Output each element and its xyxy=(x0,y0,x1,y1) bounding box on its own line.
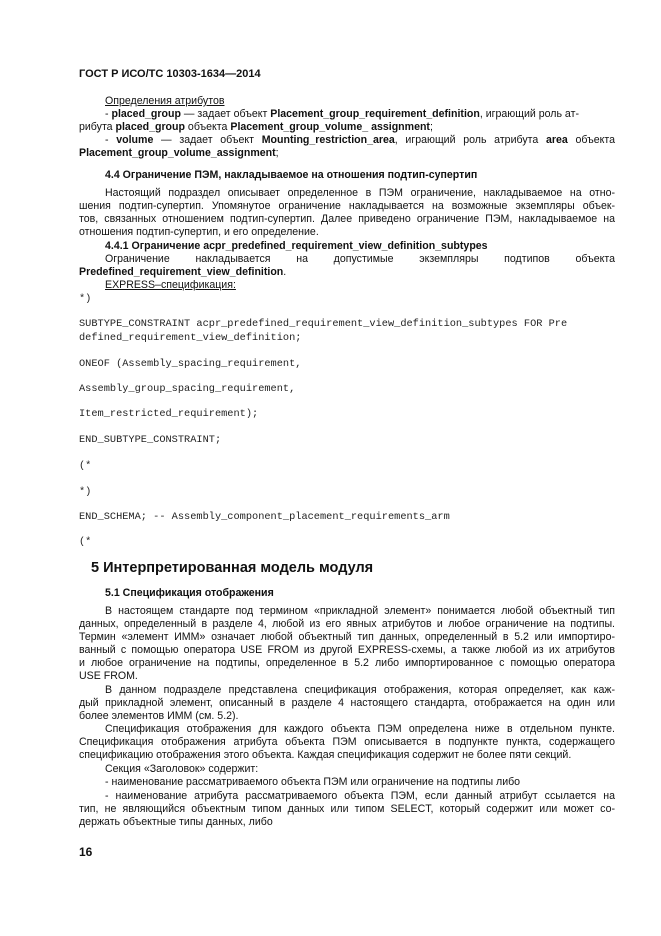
paragraph-line: В настоящем стандарте под термином «прикладной элемент» понимается любой объектный тип xyxy=(105,605,615,617)
list-item: - наименование атрибута рассматриваемого объекта ПЭМ, если данный атрибут ссылается на xyxy=(105,790,615,802)
attr-def-placed-group-line1 xyxy=(105,108,615,121)
attr-name: volume xyxy=(116,134,154,146)
code-line: *) xyxy=(79,486,92,498)
express-spec-label: EXPRESS–спецификация: xyxy=(105,279,236,291)
entity-name: Placement_group_requirement_definition xyxy=(270,108,480,120)
code-line: END_SCHEMA; -- Assembly_component_placement_requirements_arm xyxy=(79,511,450,523)
text-run: - xyxy=(105,108,112,120)
text-run: ; xyxy=(275,147,279,159)
paragraph-line: данных, определенный в разделе 4, любой из его явных атрибутов и любое ограничение на подтипы. xyxy=(79,618,615,630)
code-line: (* xyxy=(79,536,92,548)
paragraph-line: и любое ограничение на подтипы, определенное в 5.2 либо импортированное с помощью оператора xyxy=(79,657,615,669)
paragraph-line: Спецификация отображения атрибута объекта ПЭМ описывается в подпункте пункта, содержащего xyxy=(79,736,615,748)
list-item: - наименование рассматриваемого объекта ПЭМ или ограничение на подтипы либо xyxy=(105,776,521,788)
page-number: 16 xyxy=(79,845,93,859)
paragraph-line: Спецификация отображения для каждого объекта ПЭМ определена ниже в отдельном пункте. xyxy=(105,723,615,735)
section-5-heading: 5 Интерпретированная модель модуля xyxy=(91,560,374,576)
paragraph-line: шения подтип-супертип. Упомянутое ограничение накладывается на возможные экземпляры объек- xyxy=(79,200,615,212)
entity-name: Placement_group_volume_assignment xyxy=(79,147,276,159)
paragraph-line: спецификацию отображения этого объекта. Каждая спецификация содержит не более пяти секций. xyxy=(79,749,572,761)
word: допустимые xyxy=(333,253,394,265)
code-line: defined_requirement_view_definition; xyxy=(79,332,302,344)
text-run: рибута xyxy=(79,121,116,133)
constraint-description-line1 xyxy=(105,253,615,266)
text-run: объекта xyxy=(184,121,231,133)
attr-def-volume-line1 xyxy=(105,134,615,147)
code-line: (* xyxy=(79,460,92,472)
text-run: — задает объект xyxy=(180,108,271,120)
paragraph-line: Настоящий подраздел описывает определенное в ПЭМ ограничение, накладываемое на отно- xyxy=(105,187,615,199)
paragraph-line: более элементов ИММ (см. 5.2). xyxy=(79,710,239,722)
code-line: Item_restricted_requirement); xyxy=(79,408,259,420)
text-run: , играющий роль атрибута xyxy=(394,134,546,146)
paragraph-line: отношения подтип-супертип, и его определение. xyxy=(79,226,319,238)
attr-name: area xyxy=(545,134,568,146)
paragraph-line: Секция «Заголовок» содержит: xyxy=(105,763,259,775)
paragraph-line: ванный с помощью оператора USE FROM из другой EXPRESS-схемы, а также любой из их атрибутов xyxy=(79,644,615,656)
constraint-description-line2 xyxy=(79,266,615,279)
text-run: ; xyxy=(429,121,433,133)
paragraph-line: тип, не являющийся объектным типом данных или типом SELECT, который содержит или может со- xyxy=(79,803,615,815)
section-4-4-1-heading: 4.4.1 Ограничение acpr_predefined_requirement_view_definition_subtypes xyxy=(105,240,488,252)
entity-name: Predefined_requirement_view_definition xyxy=(79,266,284,278)
text-run: объекта xyxy=(567,134,615,146)
word: на xyxy=(296,253,308,265)
word: накладывается xyxy=(195,253,271,265)
attr-name: placed_group xyxy=(111,108,181,120)
entity-name: Mounting_restriction_area xyxy=(261,134,395,146)
word: подтипов xyxy=(504,253,550,265)
code-line: END_SUBTYPE_CONSTRAINT; xyxy=(79,434,222,446)
paragraph-line: В данном подразделе представлена спецификация отображения, которая определяет, как каж- xyxy=(105,684,615,696)
code-line: *) xyxy=(79,293,92,305)
attr-defs-title: Определения атрибутов xyxy=(105,95,225,107)
entity-name: Placement_group_volume_ assignment xyxy=(230,121,430,133)
attr-def-volume-line2 xyxy=(79,147,615,160)
paragraph-line: дый прикладной элемент, описанный в разделе 4 настоящего стандарта, отображается на один или xyxy=(79,697,615,709)
word: экземпляры xyxy=(419,253,479,265)
document-header: ГОСТ Р ИСО/ТС 10303-1634—2014 xyxy=(79,68,261,80)
attr-name: placed_group xyxy=(115,121,185,133)
text-run: - xyxy=(105,134,117,146)
word: Ограничение xyxy=(105,253,170,265)
paragraph-line: Термин «элемент ИММ» означает любой объектный тип данных, определенный в 5.2 или импортиро- xyxy=(79,631,615,643)
section-5-1-heading: 5.1 Спецификация отображения xyxy=(105,587,274,599)
code-line: ONEOF (Assembly_spacing_requirement, xyxy=(79,358,302,370)
paragraph-line: USE FROM. xyxy=(79,670,138,682)
code-line: SUBTYPE_CONSTRAINT acpr_predefined_requirement_view_definition_subtypes FOR Pre xyxy=(79,318,568,330)
word: объекта xyxy=(575,253,615,265)
code-line: Assembly_group_spacing_requirement, xyxy=(79,383,296,395)
paragraph-line: тов, связанных отношением подтип-супертип. Далее приведено ограничение ПЭМ, накладываемое на xyxy=(79,213,615,225)
attr-def-placed-group-line2 xyxy=(79,121,615,134)
text-run: , играющий роль ат- xyxy=(479,108,579,120)
paragraph-line: держать объектные типы данных, либо xyxy=(79,816,273,828)
section-4-4-heading: 4.4 Ограничение ПЭМ, накладываемое на отношения подтип-супертип xyxy=(105,169,478,181)
text-run: — задает объект xyxy=(153,134,262,146)
text-run: . xyxy=(283,266,287,278)
